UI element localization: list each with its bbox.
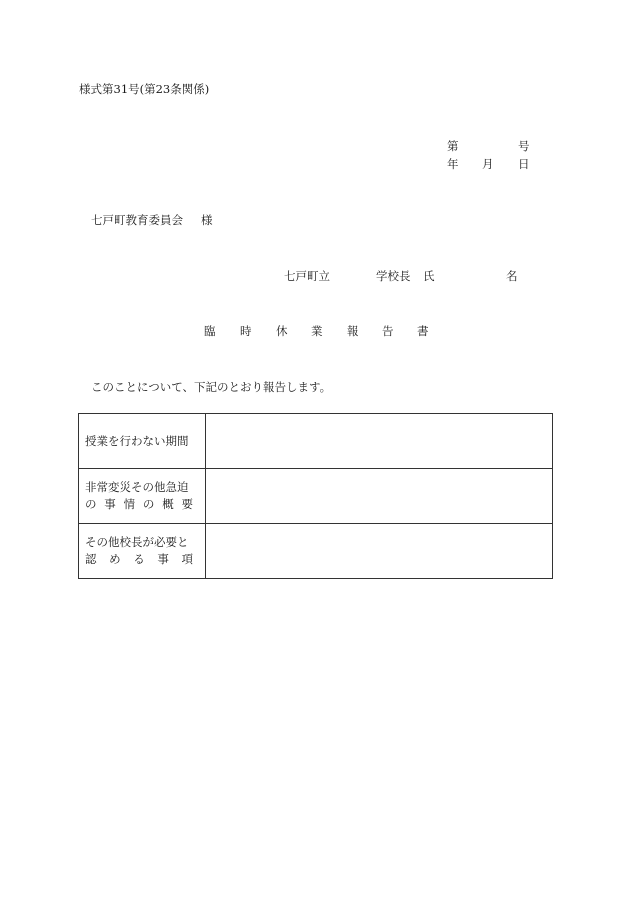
- table-row: [79, 469, 553, 524]
- date-month: 月: [482, 157, 494, 171]
- value-emergency-circumstances[interactable]: [206, 469, 553, 524]
- table-row: [79, 414, 553, 469]
- label-char: 要: [181, 497, 193, 511]
- label-emergency-circumstances: [79, 469, 206, 524]
- label-other-line1: その他校長が必要と: [85, 535, 189, 549]
- sender-shi: 氏: [423, 269, 435, 283]
- title-char: 臨: [204, 324, 216, 338]
- title-char: 書: [417, 324, 429, 338]
- label-char: 事: [104, 497, 116, 511]
- recipient-honorific: 様: [201, 213, 213, 227]
- label-char: 概: [162, 497, 174, 511]
- label-char: 情: [123, 497, 136, 511]
- form-number: 様式第31号(第23条関係): [79, 82, 210, 96]
- label-period: 授業を行わない期間: [79, 414, 206, 469]
- title-char: 業: [311, 324, 323, 338]
- sender-school-prefix: 七戸町立: [284, 269, 330, 283]
- label-char: 認: [85, 552, 97, 566]
- title-char: 告: [382, 324, 394, 338]
- title-char: 報: [347, 324, 359, 338]
- date-day: 日: [518, 157, 530, 171]
- document-number-go: 号: [518, 139, 530, 153]
- value-period[interactable]: [206, 414, 553, 469]
- recipient-name: 七戸町教育委員会: [91, 213, 183, 227]
- label-char: 項: [181, 552, 193, 566]
- title-char: 時: [240, 324, 252, 338]
- recipient: [91, 212, 213, 228]
- title-char: 休: [276, 324, 288, 338]
- document-number-dai: 第: [447, 139, 459, 153]
- label-emergency-line1: 非常変災その他急迫: [85, 480, 189, 494]
- label-char: る: [133, 552, 145, 566]
- date-year: 年: [447, 157, 459, 171]
- sender-principal: 学校長: [376, 269, 411, 283]
- label-char: の: [142, 497, 155, 511]
- label-other-line2: [85, 551, 193, 568]
- sender-mei: 名: [506, 269, 518, 283]
- label-other-matters: [79, 524, 206, 579]
- report-table: [78, 413, 553, 579]
- label-char: め: [109, 552, 121, 566]
- label-char: の: [85, 497, 97, 511]
- label-emergency-line2: [85, 496, 193, 513]
- intro-text: このことについて、下記のとおり報告します。: [91, 380, 332, 394]
- label-char: 事: [157, 552, 169, 566]
- value-other-matters[interactable]: [206, 524, 553, 579]
- table-row: [79, 524, 553, 579]
